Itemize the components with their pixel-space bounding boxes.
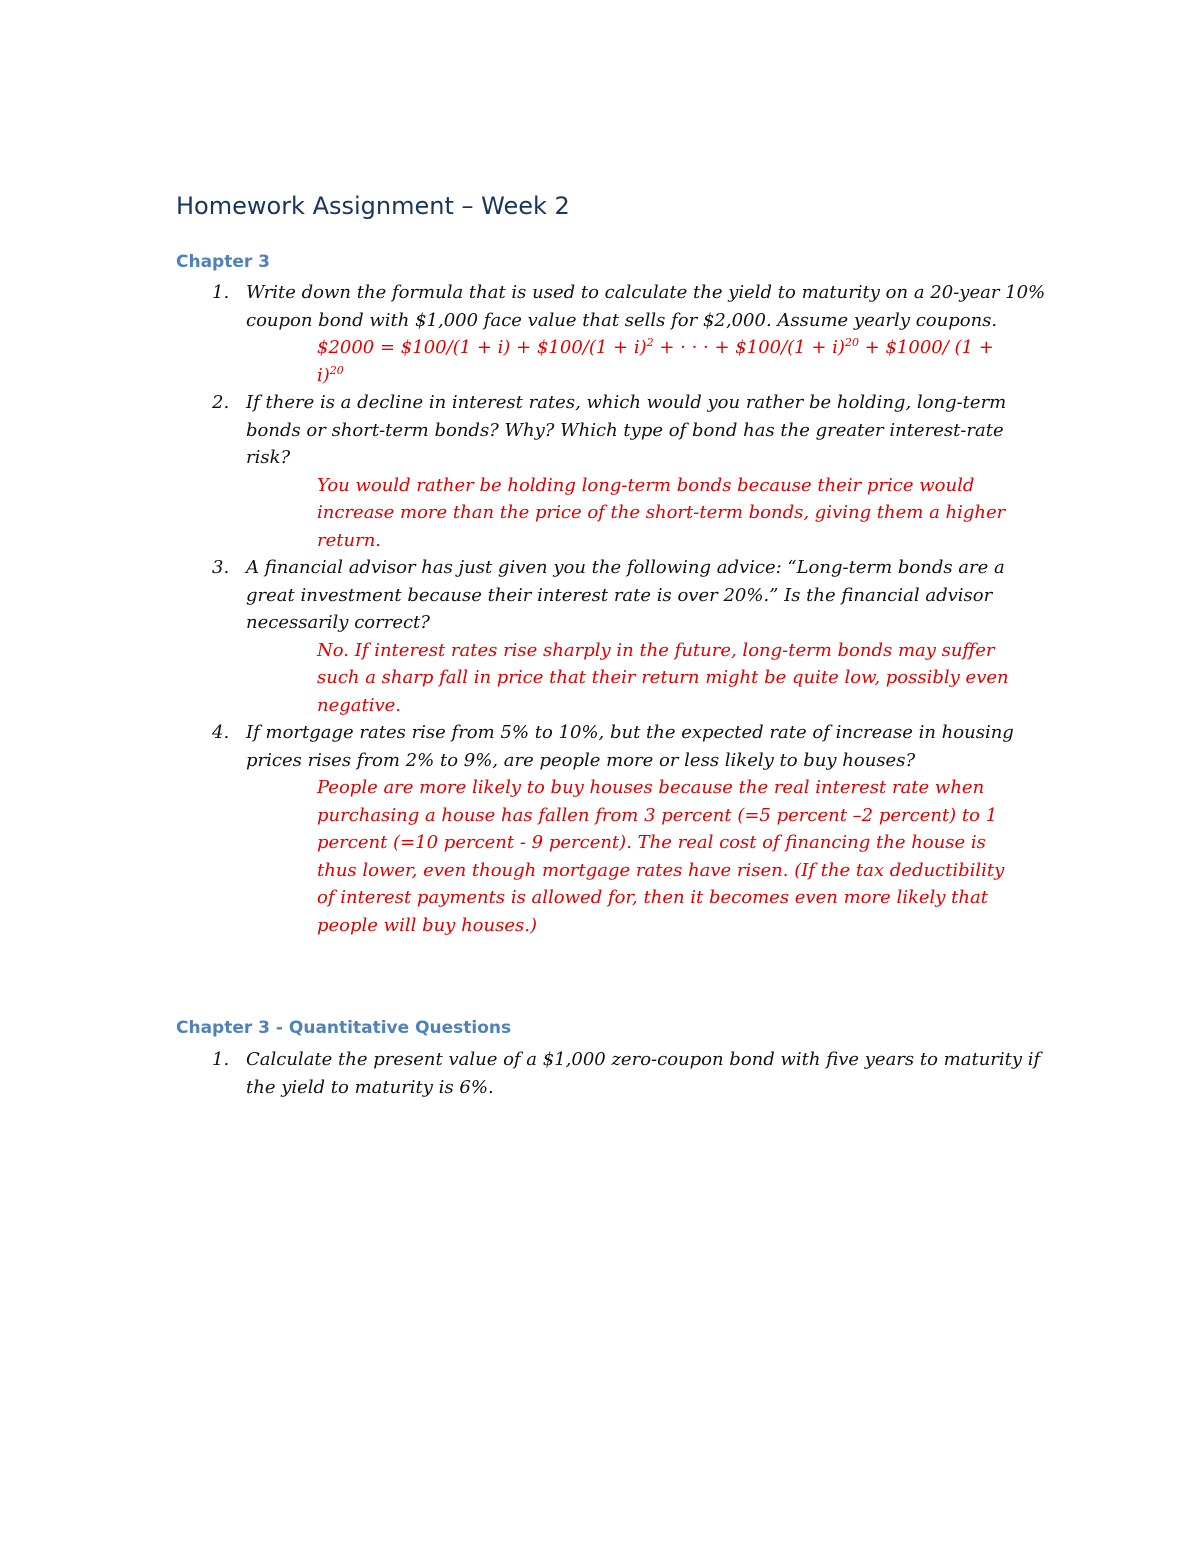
formula-part: + $1000/ (1 + i)	[317, 337, 994, 386]
answer-text: People are more likely to buy houses because the real interest rate when purchasing a house has fallen from 3 percent (=5 percent –2 percent) to 1 percent (=10 percent - 9 percent). The real cost of financing the house is thus lower, even though mortgage rates have risen. (If the tax deductibility of interest payments is allowed for, then it becomes even more likely that people will buy houses.)	[317, 777, 1005, 936]
question-item	[212, 389, 1046, 554]
question-text: Calculate the present value of a $1,000 zero-coupon bond with five years to maturity if the yield to maturity is 6%.	[246, 1049, 1041, 1098]
quantitative-question-list	[212, 1046, 1046, 1101]
formula-exponent: 2	[646, 336, 654, 349]
question-item	[212, 1046, 1046, 1101]
formula-part: +	[653, 337, 681, 358]
answer-text: You would rather be holding long-term bonds because their price would increase more than the price of the short-term bonds, giving them a higher return.	[317, 474, 1006, 551]
formula-exponent: 20	[844, 336, 859, 349]
formula-part: $2000 = $100/(1 + i) + $100/(1 + i)	[317, 337, 647, 358]
section-heading-chapter-3: Chapter 3	[176, 252, 271, 272]
question-text: A financial advisor has just given you the following advice: “Long-term bonds are a great investment because their interest rate is over 20%.” Is the financial advisor necessarily correct?	[246, 557, 1005, 633]
document-title: Homework Assignment – Week 2	[176, 192, 570, 220]
formula-ellipsis: · · ·	[680, 337, 709, 358]
chapter-3-question-list	[212, 279, 1046, 939]
answer-formula	[317, 334, 1022, 389]
question-number: 4.	[212, 722, 230, 743]
formula-part: + $100/(1 + i)	[708, 337, 845, 358]
question-number: 2.	[212, 392, 230, 413]
question-number: 1.	[212, 282, 230, 303]
formula-exponent: 20	[329, 363, 344, 377]
answer-text: No. If interest rates rise sharply in the future, long-term bonds may suffer such a sharp fall in price that their return might be quite low, possibly even negative.	[317, 639, 1009, 716]
question-text: Write down the formula that is used to calculate the yield to maturity on a 20-year 10% coupon bond with $1,000 face value that sells for $2,000. Assume yearly coupons.	[246, 282, 1046, 331]
question-item	[212, 719, 1046, 939]
question-text: If mortgage rates rise from 5% to 10%, but the expected rate of increase in housing prices rises from 2% to 9%, are people more or less likely to buy houses?	[246, 722, 1014, 771]
question-text: If there is a decline in interest rates, which would you rather be holding, long-term bonds or short-term bonds? Why? Which type of bond has the greater interest-rate risk?	[246, 392, 1007, 468]
question-number: 3.	[212, 557, 230, 578]
question-number: 1.	[212, 1049, 230, 1070]
section-heading-quantitative-questions: Chapter 3 - Quantitative Questions	[176, 1018, 512, 1038]
question-item	[212, 554, 1046, 719]
question-item	[212, 279, 1046, 389]
